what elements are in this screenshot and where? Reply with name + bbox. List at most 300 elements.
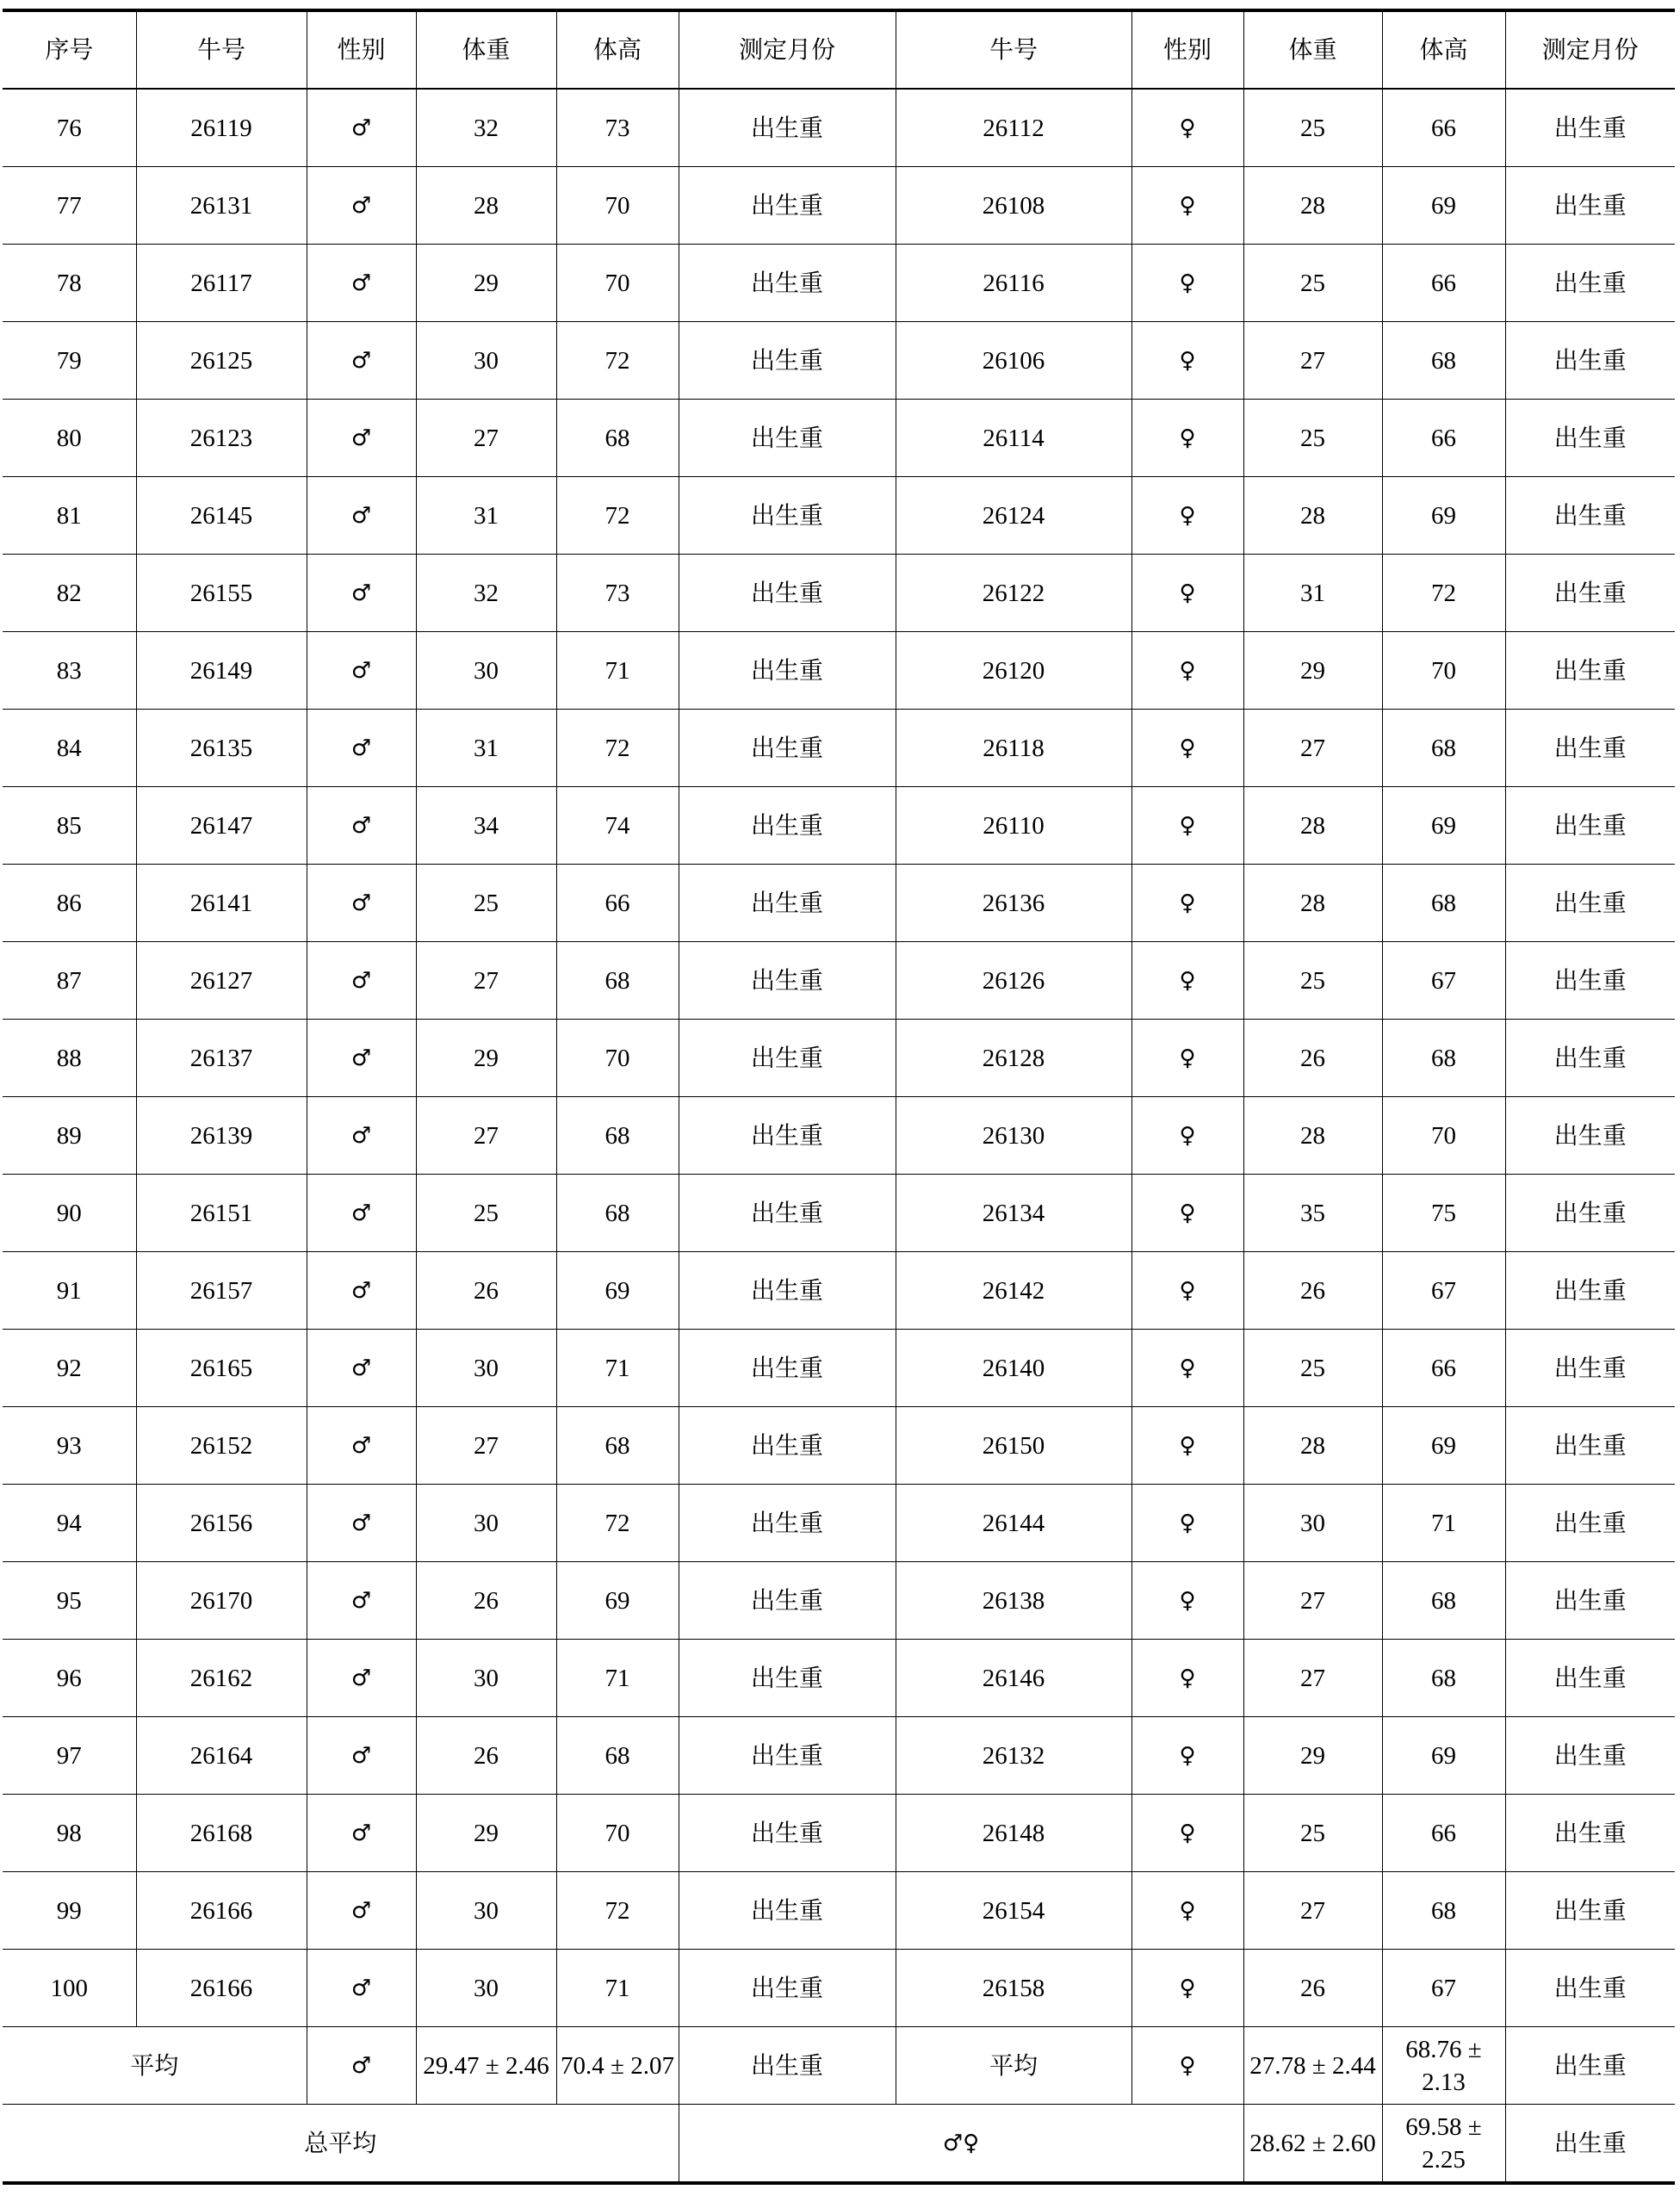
male-id-cell: 26149 bbox=[136, 632, 307, 710]
male-sex-cell: ♂ bbox=[307, 89, 416, 167]
male-month-cell: 出生重 bbox=[679, 89, 896, 167]
female-month-cell: 出生重 bbox=[1505, 1020, 1675, 1097]
male-id-cell: 26135 bbox=[136, 710, 307, 787]
table-row bbox=[3, 1407, 1675, 1485]
male-weight-cell: 32 bbox=[416, 89, 556, 167]
male-sex-cell: ♂ bbox=[307, 1562, 416, 1640]
female-weight-cell: 26 bbox=[1243, 1252, 1382, 1330]
col-header-female-weight: 体重 bbox=[1243, 10, 1382, 89]
female-height-cell: 69 bbox=[1382, 477, 1505, 555]
male-month-cell: 出生重 bbox=[679, 1020, 896, 1097]
female-weight-cell: 27 bbox=[1243, 1562, 1382, 1640]
male-id-cell: 26166 bbox=[136, 1950, 307, 2027]
male-sex-cell: ♂ bbox=[307, 1175, 416, 1252]
male-month-cell: 出生重 bbox=[679, 1872, 896, 1950]
female-month-cell: 出生重 bbox=[1505, 787, 1675, 865]
female-height-cell: 72 bbox=[1382, 555, 1505, 632]
total-average-label: 总平均 bbox=[3, 2105, 679, 2184]
male-height-cell: 66 bbox=[556, 865, 679, 942]
male-id-cell: 26147 bbox=[136, 787, 307, 865]
female-sex-cell: ♀ bbox=[1131, 710, 1243, 787]
row-index-cell: 93 bbox=[3, 1407, 136, 1485]
male-weight-cell: 30 bbox=[416, 1950, 556, 2027]
female-weight-cell: 25 bbox=[1243, 1330, 1382, 1407]
male-id-cell: 26117 bbox=[136, 245, 307, 322]
male-weight-cell: 30 bbox=[416, 1872, 556, 1950]
average-female-height: 68.76 ± 2.13 bbox=[1382, 2027, 1505, 2105]
table-row bbox=[3, 555, 1675, 632]
col-header-male-id: 牛号 bbox=[136, 10, 307, 89]
row-index-cell: 89 bbox=[3, 1097, 136, 1175]
male-height-cell: 71 bbox=[556, 1640, 679, 1717]
male-weight-cell: 27 bbox=[416, 1407, 556, 1485]
table-row bbox=[3, 1097, 1675, 1175]
male-height-cell: 73 bbox=[556, 555, 679, 632]
male-id-cell: 26151 bbox=[136, 1175, 307, 1252]
male-weight-cell: 30 bbox=[416, 1485, 556, 1562]
male-sex-cell: ♂ bbox=[307, 555, 416, 632]
col-header-male-sex: 性别 bbox=[307, 10, 416, 89]
female-month-cell: 出生重 bbox=[1505, 89, 1675, 167]
male-sex-cell: ♂ bbox=[307, 1872, 416, 1950]
male-month-cell: 出生重 bbox=[679, 555, 896, 632]
row-index-cell: 83 bbox=[3, 632, 136, 710]
female-month-cell: 出生重 bbox=[1505, 477, 1675, 555]
total-average-month: 出生重 bbox=[1505, 2105, 1675, 2184]
male-weight-cell: 27 bbox=[416, 400, 556, 477]
table-row bbox=[3, 400, 1675, 477]
male-height-cell: 72 bbox=[556, 1872, 679, 1950]
female-weight-cell: 25 bbox=[1243, 400, 1382, 477]
col-header-male-weight: 体重 bbox=[416, 10, 556, 89]
female-month-cell: 出生重 bbox=[1505, 942, 1675, 1020]
male-month-cell: 出生重 bbox=[679, 632, 896, 710]
male-month-cell: 出生重 bbox=[679, 477, 896, 555]
male-sex-cell: ♂ bbox=[307, 942, 416, 1020]
female-weight-cell: 26 bbox=[1243, 1020, 1382, 1097]
female-id-cell: 26110 bbox=[896, 787, 1131, 865]
female-height-cell: 70 bbox=[1382, 1097, 1505, 1175]
female-sex-cell: ♀ bbox=[1131, 400, 1243, 477]
female-height-cell: 69 bbox=[1382, 1407, 1505, 1485]
male-month-cell: 出生重 bbox=[679, 787, 896, 865]
male-id-cell: 26155 bbox=[136, 555, 307, 632]
male-id-cell: 26127 bbox=[136, 942, 307, 1020]
female-month-cell: 出生重 bbox=[1505, 632, 1675, 710]
male-month-cell: 出生重 bbox=[679, 1407, 896, 1485]
male-weight-cell: 30 bbox=[416, 322, 556, 400]
average-label: 平均 bbox=[3, 2027, 307, 2105]
female-sex-cell: ♀ bbox=[1131, 1640, 1243, 1717]
male-weight-cell: 26 bbox=[416, 1717, 556, 1795]
female-sex-cell: ♀ bbox=[1131, 632, 1243, 710]
female-weight-cell: 27 bbox=[1243, 1872, 1382, 1950]
female-weight-cell: 25 bbox=[1243, 245, 1382, 322]
data-table bbox=[3, 9, 1675, 2185]
female-id-cell: 26108 bbox=[896, 167, 1131, 245]
male-id-cell: 26152 bbox=[136, 1407, 307, 1485]
male-sex-cell: ♂ bbox=[307, 1485, 416, 1562]
female-sex-cell: ♀ bbox=[1131, 1562, 1243, 1640]
female-sex-cell: ♀ bbox=[1131, 477, 1243, 555]
female-height-cell: 71 bbox=[1382, 1485, 1505, 1562]
row-index-cell: 84 bbox=[3, 710, 136, 787]
row-index-cell: 95 bbox=[3, 1562, 136, 1640]
female-height-cell: 69 bbox=[1382, 167, 1505, 245]
average-male-sex: ♂ bbox=[307, 2027, 416, 2105]
male-sex-cell: ♂ bbox=[307, 787, 416, 865]
table-row bbox=[3, 787, 1675, 865]
row-index-cell: 99 bbox=[3, 1872, 136, 1950]
female-height-cell: 66 bbox=[1382, 1330, 1505, 1407]
row-index-cell: 81 bbox=[3, 477, 136, 555]
female-height-cell: 67 bbox=[1382, 942, 1505, 1020]
total-average-weight: 28.62 ± 2.60 bbox=[1243, 2105, 1382, 2184]
male-month-cell: 出生重 bbox=[679, 710, 896, 787]
female-id-cell: 26114 bbox=[896, 400, 1131, 477]
male-id-cell: 26166 bbox=[136, 1872, 307, 1950]
male-weight-cell: 31 bbox=[416, 710, 556, 787]
female-month-cell: 出生重 bbox=[1505, 1950, 1675, 2027]
female-height-cell: 68 bbox=[1382, 710, 1505, 787]
female-height-cell: 68 bbox=[1382, 1872, 1505, 1950]
average-female-label: 平均 bbox=[896, 2027, 1131, 2105]
female-height-cell: 66 bbox=[1382, 245, 1505, 322]
female-month-cell: 出生重 bbox=[1505, 167, 1675, 245]
male-id-cell: 26125 bbox=[136, 322, 307, 400]
row-index-cell: 91 bbox=[3, 1252, 136, 1330]
male-weight-cell: 29 bbox=[416, 245, 556, 322]
col-header-male-height: 体高 bbox=[556, 10, 679, 89]
female-month-cell: 出生重 bbox=[1505, 322, 1675, 400]
female-height-cell: 68 bbox=[1382, 1020, 1505, 1097]
male-sex-cell: ♂ bbox=[307, 400, 416, 477]
col-header-female-id: 牛号 bbox=[896, 10, 1131, 89]
average-female-sex: ♀ bbox=[1131, 2027, 1243, 2105]
female-month-cell: 出生重 bbox=[1505, 1485, 1675, 1562]
male-id-cell: 26164 bbox=[136, 1717, 307, 1795]
male-weight-cell: 29 bbox=[416, 1795, 556, 1872]
row-index-cell: 97 bbox=[3, 1717, 136, 1795]
male-height-cell: 69 bbox=[556, 1252, 679, 1330]
male-month-cell: 出生重 bbox=[679, 1252, 896, 1330]
male-id-cell: 26145 bbox=[136, 477, 307, 555]
male-sex-cell: ♂ bbox=[307, 1097, 416, 1175]
male-height-cell: 70 bbox=[556, 245, 679, 322]
table-row bbox=[3, 477, 1675, 555]
table-row bbox=[3, 1950, 1675, 2027]
male-sex-cell: ♂ bbox=[307, 1252, 416, 1330]
table-footer bbox=[3, 2027, 1675, 2184]
male-id-cell: 26119 bbox=[136, 89, 307, 167]
average-row bbox=[3, 2027, 1675, 2105]
female-weight-cell: 29 bbox=[1243, 1717, 1382, 1795]
male-month-cell: 出生重 bbox=[679, 1330, 896, 1407]
male-id-cell: 26123 bbox=[136, 400, 307, 477]
female-weight-cell: 31 bbox=[1243, 555, 1382, 632]
male-month-cell: 出生重 bbox=[679, 1175, 896, 1252]
table-row bbox=[3, 1872, 1675, 1950]
male-id-cell: 26156 bbox=[136, 1485, 307, 1562]
female-height-cell: 70 bbox=[1382, 632, 1505, 710]
male-sex-cell: ♂ bbox=[307, 1407, 416, 1485]
female-id-cell: 26116 bbox=[896, 245, 1131, 322]
female-height-cell: 66 bbox=[1382, 89, 1505, 167]
male-id-cell: 26137 bbox=[136, 1020, 307, 1097]
female-id-cell: 26118 bbox=[896, 710, 1131, 787]
male-month-cell: 出生重 bbox=[679, 167, 896, 245]
male-id-cell: 26131 bbox=[136, 167, 307, 245]
average-female-month: 出生重 bbox=[1505, 2027, 1675, 2105]
average-male-height: 70.4 ± 2.07 bbox=[556, 2027, 679, 2105]
male-sex-cell: ♂ bbox=[307, 1717, 416, 1795]
male-weight-cell: 26 bbox=[416, 1562, 556, 1640]
female-id-cell: 26122 bbox=[896, 555, 1131, 632]
col-header-male-month: 测定月份 bbox=[679, 10, 896, 89]
male-weight-cell: 26 bbox=[416, 1252, 556, 1330]
female-weight-cell: 28 bbox=[1243, 787, 1382, 865]
table-row bbox=[3, 1640, 1675, 1717]
male-sex-cell: ♂ bbox=[307, 710, 416, 787]
female-height-cell: 68 bbox=[1382, 322, 1505, 400]
male-height-cell: 68 bbox=[556, 942, 679, 1020]
female-height-cell: 69 bbox=[1382, 1717, 1505, 1795]
female-id-cell: 26106 bbox=[896, 322, 1131, 400]
male-sex-cell: ♂ bbox=[307, 245, 416, 322]
male-weight-cell: 32 bbox=[416, 555, 556, 632]
row-index-cell: 78 bbox=[3, 245, 136, 322]
male-month-cell: 出生重 bbox=[679, 865, 896, 942]
table-row bbox=[3, 245, 1675, 322]
row-index-cell: 85 bbox=[3, 787, 136, 865]
female-height-cell: 69 bbox=[1382, 787, 1505, 865]
row-index-cell: 92 bbox=[3, 1330, 136, 1407]
male-month-cell: 出生重 bbox=[679, 1950, 896, 2027]
male-id-cell: 26157 bbox=[136, 1252, 307, 1330]
female-month-cell: 出生重 bbox=[1505, 555, 1675, 632]
male-month-cell: 出生重 bbox=[679, 245, 896, 322]
female-id-cell: 26132 bbox=[896, 1717, 1131, 1795]
female-month-cell: 出生重 bbox=[1505, 1252, 1675, 1330]
female-id-cell: 26138 bbox=[896, 1562, 1131, 1640]
male-height-cell: 72 bbox=[556, 1485, 679, 1562]
male-id-cell: 26139 bbox=[136, 1097, 307, 1175]
female-id-cell: 26128 bbox=[896, 1020, 1131, 1097]
female-month-cell: 出生重 bbox=[1505, 1407, 1675, 1485]
female-weight-cell: 28 bbox=[1243, 865, 1382, 942]
male-height-cell: 70 bbox=[556, 1020, 679, 1097]
male-height-cell: 72 bbox=[556, 322, 679, 400]
average-male-weight: 29.47 ± 2.46 bbox=[416, 2027, 556, 2105]
female-height-cell: 75 bbox=[1382, 1175, 1505, 1252]
female-height-cell: 66 bbox=[1382, 1795, 1505, 1872]
female-weight-cell: 28 bbox=[1243, 1407, 1382, 1485]
female-sex-cell: ♀ bbox=[1131, 1872, 1243, 1950]
female-sex-cell: ♀ bbox=[1131, 865, 1243, 942]
female-weight-cell: 28 bbox=[1243, 1097, 1382, 1175]
table-body bbox=[3, 89, 1675, 2027]
male-month-cell: 出生重 bbox=[679, 942, 896, 1020]
female-id-cell: 26150 bbox=[896, 1407, 1131, 1485]
male-height-cell: 71 bbox=[556, 1950, 679, 2027]
male-sex-cell: ♂ bbox=[307, 632, 416, 710]
table-row bbox=[3, 1717, 1675, 1795]
female-sex-cell: ♀ bbox=[1131, 1795, 1243, 1872]
male-height-cell: 68 bbox=[556, 400, 679, 477]
table-row bbox=[3, 1562, 1675, 1640]
female-sex-cell: ♀ bbox=[1131, 1485, 1243, 1562]
male-sex-cell: ♂ bbox=[307, 1950, 416, 2027]
male-month-cell: 出生重 bbox=[679, 1795, 896, 1872]
row-index-cell: 77 bbox=[3, 167, 136, 245]
table-row bbox=[3, 167, 1675, 245]
female-height-cell: 67 bbox=[1382, 1252, 1505, 1330]
male-sex-cell: ♂ bbox=[307, 1020, 416, 1097]
female-sex-cell: ♀ bbox=[1131, 787, 1243, 865]
female-height-cell: 66 bbox=[1382, 400, 1505, 477]
male-height-cell: 68 bbox=[556, 1175, 679, 1252]
male-height-cell: 69 bbox=[556, 1562, 679, 1640]
col-header-female-month: 测定月份 bbox=[1505, 10, 1675, 89]
male-weight-cell: 25 bbox=[416, 1175, 556, 1252]
male-weight-cell: 29 bbox=[416, 1020, 556, 1097]
row-index-cell: 90 bbox=[3, 1175, 136, 1252]
male-month-cell: 出生重 bbox=[679, 1717, 896, 1795]
female-weight-cell: 29 bbox=[1243, 632, 1382, 710]
female-id-cell: 26154 bbox=[896, 1872, 1131, 1950]
female-month-cell: 出生重 bbox=[1505, 1330, 1675, 1407]
female-sex-cell: ♀ bbox=[1131, 1175, 1243, 1252]
table-row bbox=[3, 1795, 1675, 1872]
male-height-cell: 74 bbox=[556, 787, 679, 865]
female-id-cell: 26126 bbox=[896, 942, 1131, 1020]
male-month-cell: 出生重 bbox=[679, 1097, 896, 1175]
col-header-female-height: 体高 bbox=[1382, 10, 1505, 89]
female-sex-cell: ♀ bbox=[1131, 1407, 1243, 1485]
female-month-cell: 出生重 bbox=[1505, 865, 1675, 942]
female-weight-cell: 26 bbox=[1243, 1950, 1382, 2027]
female-id-cell: 26112 bbox=[896, 89, 1131, 167]
female-weight-cell: 25 bbox=[1243, 89, 1382, 167]
female-height-cell: 68 bbox=[1382, 1562, 1505, 1640]
female-month-cell: 出生重 bbox=[1505, 1562, 1675, 1640]
female-sex-cell: ♀ bbox=[1131, 555, 1243, 632]
female-id-cell: 26130 bbox=[896, 1097, 1131, 1175]
table-row bbox=[3, 1330, 1675, 1407]
male-id-cell: 26141 bbox=[136, 865, 307, 942]
row-index-cell: 87 bbox=[3, 942, 136, 1020]
male-month-cell: 出生重 bbox=[679, 322, 896, 400]
male-weight-cell: 30 bbox=[416, 1640, 556, 1717]
male-weight-cell: 34 bbox=[416, 787, 556, 865]
col-header-index: 序号 bbox=[3, 10, 136, 89]
table-row bbox=[3, 710, 1675, 787]
male-id-cell: 26168 bbox=[136, 1795, 307, 1872]
female-weight-cell: 27 bbox=[1243, 1640, 1382, 1717]
male-height-cell: 68 bbox=[556, 1407, 679, 1485]
female-weight-cell: 27 bbox=[1243, 710, 1382, 787]
male-height-cell: 70 bbox=[556, 1795, 679, 1872]
male-month-cell: 出生重 bbox=[679, 1485, 896, 1562]
male-sex-cell: ♂ bbox=[307, 1795, 416, 1872]
female-id-cell: 26136 bbox=[896, 865, 1131, 942]
female-weight-cell: 25 bbox=[1243, 1795, 1382, 1872]
male-height-cell: 68 bbox=[556, 1097, 679, 1175]
female-sex-cell: ♀ bbox=[1131, 89, 1243, 167]
male-month-cell: 出生重 bbox=[679, 400, 896, 477]
female-month-cell: 出生重 bbox=[1505, 710, 1675, 787]
male-weight-cell: 30 bbox=[416, 1330, 556, 1407]
male-height-cell: 70 bbox=[556, 167, 679, 245]
male-weight-cell: 25 bbox=[416, 865, 556, 942]
male-height-cell: 72 bbox=[556, 477, 679, 555]
average-female-weight: 27.78 ± 2.44 bbox=[1243, 2027, 1382, 2105]
female-weight-cell: 28 bbox=[1243, 167, 1382, 245]
male-height-cell: 73 bbox=[556, 89, 679, 167]
male-sex-cell: ♂ bbox=[307, 1640, 416, 1717]
female-weight-cell: 35 bbox=[1243, 1175, 1382, 1252]
female-sex-cell: ♀ bbox=[1131, 1717, 1243, 1795]
female-sex-cell: ♀ bbox=[1131, 322, 1243, 400]
female-month-cell: 出生重 bbox=[1505, 1872, 1675, 1950]
header-row bbox=[3, 10, 1675, 89]
male-height-cell: 72 bbox=[556, 710, 679, 787]
male-month-cell: 出生重 bbox=[679, 1640, 896, 1717]
female-month-cell: 出生重 bbox=[1505, 400, 1675, 477]
male-height-cell: 71 bbox=[556, 1330, 679, 1407]
row-index-cell: 100 bbox=[3, 1950, 136, 2027]
male-weight-cell: 31 bbox=[416, 477, 556, 555]
row-index-cell: 96 bbox=[3, 1640, 136, 1717]
female-month-cell: 出生重 bbox=[1505, 1097, 1675, 1175]
female-sex-cell: ♀ bbox=[1131, 167, 1243, 245]
female-id-cell: 26144 bbox=[896, 1485, 1131, 1562]
female-height-cell: 68 bbox=[1382, 865, 1505, 942]
average-male-month: 出生重 bbox=[679, 2027, 896, 2105]
table-row bbox=[3, 1175, 1675, 1252]
row-index-cell: 88 bbox=[3, 1020, 136, 1097]
female-month-cell: 出生重 bbox=[1505, 245, 1675, 322]
row-index-cell: 94 bbox=[3, 1485, 136, 1562]
female-id-cell: 26120 bbox=[896, 632, 1131, 710]
row-index-cell: 86 bbox=[3, 865, 136, 942]
male-id-cell: 26165 bbox=[136, 1330, 307, 1407]
female-month-cell: 出生重 bbox=[1505, 1640, 1675, 1717]
male-weight-cell: 30 bbox=[416, 632, 556, 710]
male-id-cell: 26162 bbox=[136, 1640, 307, 1717]
female-sex-cell: ♀ bbox=[1131, 1020, 1243, 1097]
female-weight-cell: 28 bbox=[1243, 477, 1382, 555]
total-average-sex: ♂♀ bbox=[679, 2105, 1243, 2184]
total-average-height: 69.58 ± 2.25 bbox=[1382, 2105, 1505, 2184]
male-weight-cell: 28 bbox=[416, 167, 556, 245]
male-id-cell: 26170 bbox=[136, 1562, 307, 1640]
female-month-cell: 出生重 bbox=[1505, 1795, 1675, 1872]
female-sex-cell: ♀ bbox=[1131, 1950, 1243, 2027]
female-weight-cell: 30 bbox=[1243, 1485, 1382, 1562]
row-index-cell: 80 bbox=[3, 400, 136, 477]
female-height-cell: 67 bbox=[1382, 1950, 1505, 2027]
table-row bbox=[3, 89, 1675, 167]
female-id-cell: 26142 bbox=[896, 1252, 1131, 1330]
female-sex-cell: ♀ bbox=[1131, 245, 1243, 322]
male-weight-cell: 27 bbox=[416, 942, 556, 1020]
female-weight-cell: 27 bbox=[1243, 322, 1382, 400]
female-weight-cell: 25 bbox=[1243, 942, 1382, 1020]
female-sex-cell: ♀ bbox=[1131, 942, 1243, 1020]
col-header-female-sex: 性别 bbox=[1131, 10, 1243, 89]
female-month-cell: 出生重 bbox=[1505, 1717, 1675, 1795]
